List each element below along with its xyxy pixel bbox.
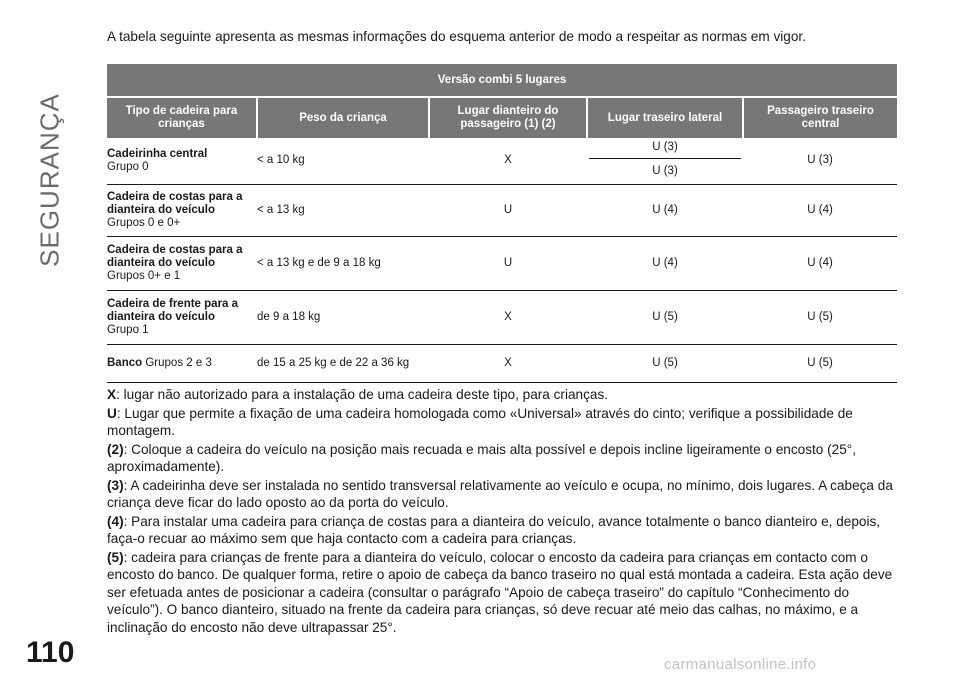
column-header-child-weight: Peso da criança	[257, 97, 429, 138]
seat-type-name: Cadeira de costas para a dianteira do veículo	[107, 190, 243, 216]
front-passenger-cell: X	[429, 344, 587, 382]
rear-lateral-cell	[587, 138, 743, 184]
note-code: X	[107, 387, 117, 402]
note-code: (4)	[107, 513, 124, 529]
note-text: : lugar não autorizado para a instalação de uma cadeira deste tipo, para crianças.	[116, 387, 609, 402]
seat-type-cell	[107, 184, 257, 236]
table-super-header: Versão combi 5 lugares	[107, 64, 897, 97]
note-code: (2)	[107, 441, 124, 457]
seat-type-group: Grupos 0+ e 1	[107, 269, 181, 282]
note-text: : A cadeirinha deve ser instalada no sentido transversal relativamente ao veículo e ocupa, no mínimo, dois lugares. A cabeça da criança deve ficar do lado oposto ao da porta do veículo.	[107, 477, 893, 510]
rear-central-cell: U (3)	[743, 138, 897, 184]
note-item	[107, 441, 897, 476]
seat-type-cell	[107, 138, 257, 184]
table-row	[107, 290, 897, 344]
column-header-front-passenger: Lugar dianteiro do passageiro (1) (2)	[429, 97, 587, 138]
front-passenger-cell: U	[429, 236, 587, 290]
front-passenger-cell: X	[429, 290, 587, 344]
seat-type-group: Grupos 2 e 3	[145, 356, 212, 369]
seat-type-group: Grupos 0 e 0+	[107, 216, 181, 229]
table-notes	[107, 386, 897, 637]
rear-lateral-cell: U (4)	[587, 184, 743, 236]
seat-type-name: Cadeirinha central	[107, 147, 208, 160]
rear-lateral-cell: U (5)	[587, 290, 743, 344]
note-text: : cadeira para crianças de frente para a dianteira do veículo, colocar o encosto da cadeira para crianças em contacto com o encosto do banco. De qualquer forma, retire o apoio de cabeça da banco traseiro no qual está montada a cadeira. Esta ação deve ser efetuada antes de posicionar a cadeira (consultar o parágrafo “Apoio de cabeça traseiro” do capítulo “Conhecimento do veículo”). O banco dianteiro, situado na frente da cadeira para crianças, só deve recuar até meio das calhas, no máximo, e a inclinação do encosto não deve ultrapassar 25°.	[107, 549, 893, 635]
front-passenger-cell: U	[429, 184, 587, 236]
seat-type-cell	[107, 236, 257, 290]
child-weight-cell: de 15 a 25 kg e de 22 a 36 kg	[257, 344, 429, 382]
section-title: SEGURANÇA	[34, 93, 65, 267]
rear-lateral-value-bottom: U (3)	[652, 165, 678, 178]
page-number: 110	[26, 636, 75, 669]
table-row	[107, 184, 897, 236]
table-row	[107, 236, 897, 290]
rear-central-cell: U (4)	[743, 236, 897, 290]
note-item	[107, 405, 897, 440]
column-header-rear-central: Passageiro traseiro central	[743, 97, 897, 138]
note-code: U	[107, 405, 117, 421]
note-text: : Lugar que permite a fixação de uma cadeira homologada como «Universal» através do cinto; verifique a possibilidade de montagem.	[107, 405, 853, 438]
rear-central-cell: U (5)	[743, 290, 897, 344]
note-item	[107, 477, 897, 512]
rear-lateral-value-top: U (3)	[589, 141, 741, 159]
rear-lateral-cell: U (4)	[587, 236, 743, 290]
table-row	[107, 344, 897, 382]
seat-type-name: Banco	[107, 356, 143, 369]
child-weight-cell: < a 13 kg	[257, 184, 429, 236]
note-item	[107, 513, 897, 548]
note-item	[107, 386, 897, 404]
rear-central-cell: U (4)	[743, 184, 897, 236]
child-seat-table	[107, 64, 897, 383]
child-weight-cell: < a 10 kg	[257, 138, 429, 184]
watermark: carmanualsonline.info	[664, 656, 817, 673]
front-passenger-cell: X	[429, 138, 587, 184]
intro-text: A tabela seguinte apresenta as mesmas informações do esquema anterior de modo a respeitar as normas em vigor.	[107, 29, 806, 44]
note-code: (3)	[107, 477, 124, 493]
table-row	[107, 138, 897, 184]
seat-type-group: Grupo 1	[107, 323, 149, 336]
column-header-rear-lateral: Lugar traseiro lateral	[587, 97, 743, 138]
column-header-seat-type: Tipo de cadeira para crianças	[107, 97, 257, 138]
rear-central-cell: U (5)	[743, 344, 897, 382]
child-weight-cell: < a 13 kg e de 9 a 18 kg	[257, 236, 429, 290]
seat-type-name: Cadeira de costas para a dianteira do veículo	[107, 243, 243, 269]
note-item	[107, 549, 897, 637]
seat-type-cell	[107, 290, 257, 344]
note-text: : Para instalar uma cadeira para criança de costas para a dianteira do veículo, avance totalmente o banco dianteiro e, depois, faça-o recuar ao máximo sem que haja contacto com a cadeira para crianças.	[107, 513, 881, 546]
rear-lateral-cell: U (5)	[587, 344, 743, 382]
seat-type-group: Grupo 0	[107, 160, 149, 173]
note-text: : Coloque a cadeira do veículo na posição mais recuada e mais alta possível e depois incline ligeiramente o encosto (25°, aproximadamente).	[107, 441, 856, 474]
note-code: (5)	[107, 549, 124, 565]
seat-type-cell	[107, 344, 257, 382]
child-weight-cell: de 9 a 18 kg	[257, 290, 429, 344]
seat-type-name: Cadeira de frente para a dianteira do veículo	[107, 297, 239, 323]
